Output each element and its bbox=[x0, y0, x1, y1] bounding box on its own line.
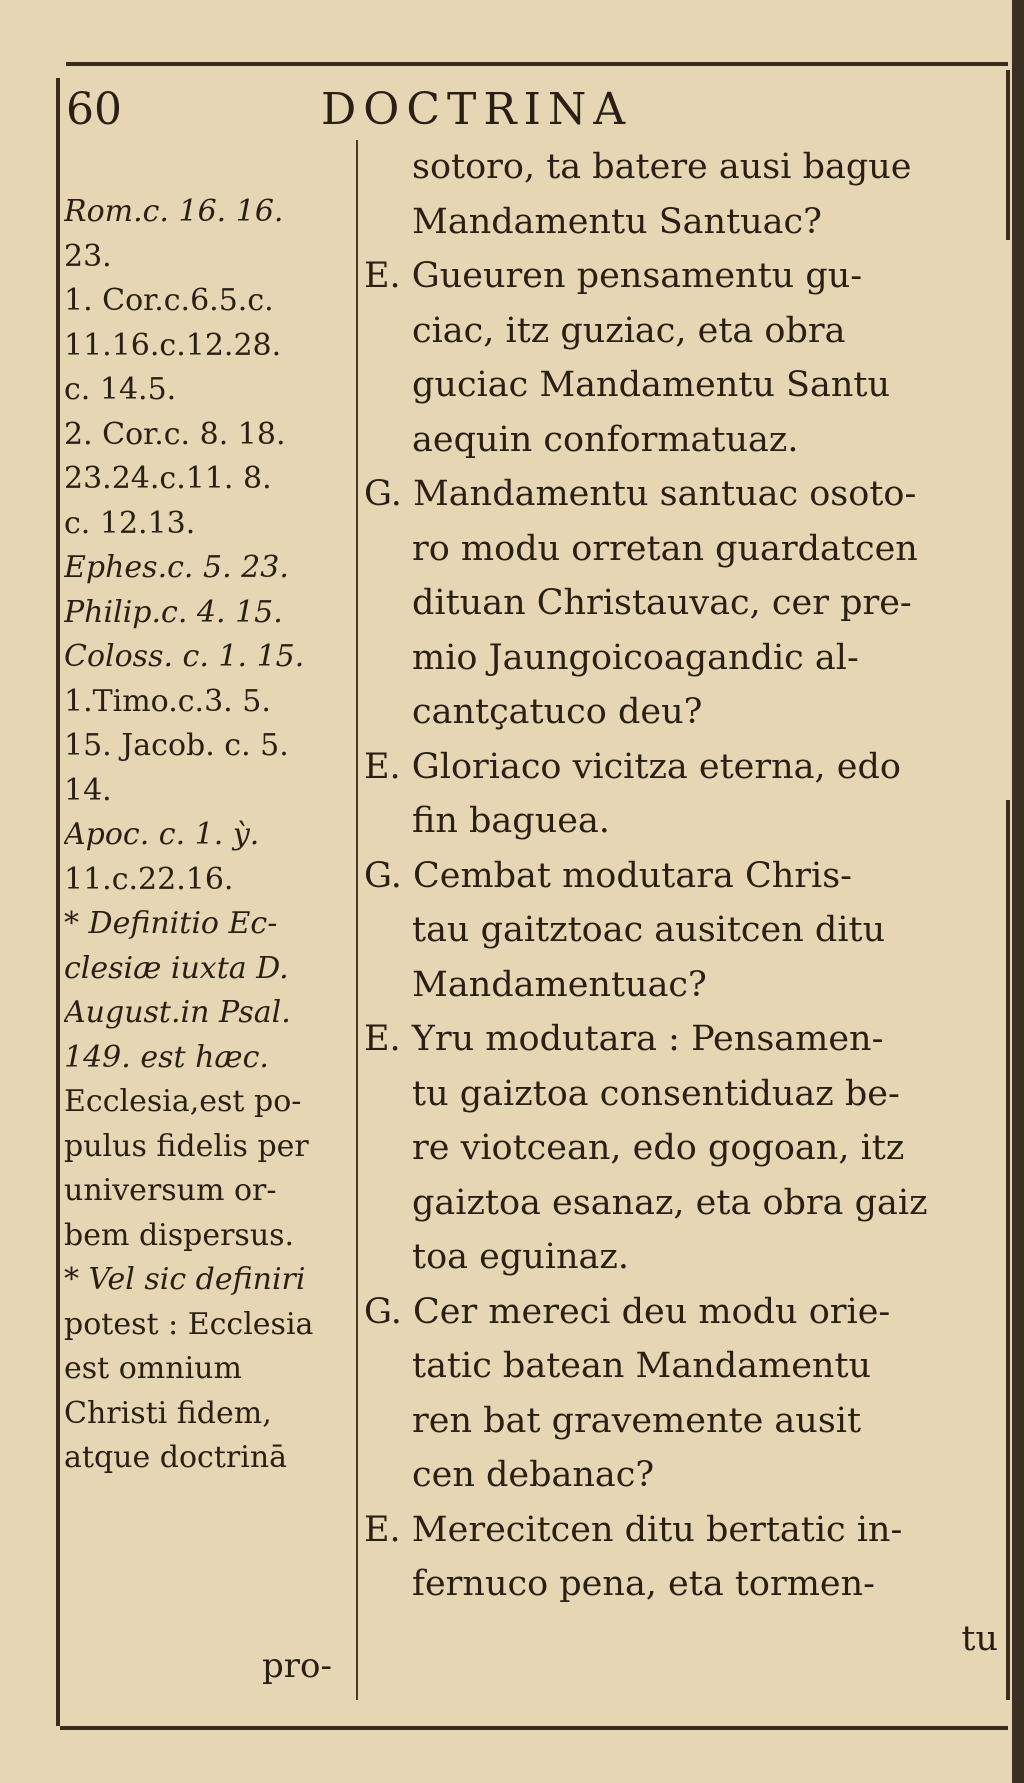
text-line: G. Cer mereci deu modu orie- bbox=[364, 1291, 891, 1332]
margin-note-line: 11.c.22.16. bbox=[64, 861, 234, 897]
text-line: gaiztoa esanaz, eta obra gaiz bbox=[412, 1182, 928, 1223]
margin-note-line: * Vel sic definiri bbox=[64, 1262, 306, 1297]
margin-note-line: 1.Timo.c.3. 5. bbox=[64, 683, 271, 719]
margin-note-line: Rom.c. 16. 16. bbox=[64, 194, 284, 229]
text-line: fernuco pena, eta tormen- bbox=[412, 1564, 875, 1604]
text-line: G. Mandamentu santuac osoto- bbox=[364, 474, 917, 514]
top-rule bbox=[66, 62, 1008, 66]
running-title: DOCTRINA bbox=[321, 84, 633, 135]
page-header bbox=[66, 84, 1006, 144]
margin-note-line: 23.24.c.11. 8. bbox=[64, 461, 272, 496]
margin-notes bbox=[64, 190, 356, 1481]
margin-note-line: Christi fidem, bbox=[64, 1395, 272, 1431]
left-border bbox=[56, 78, 60, 1726]
margin-note-line: pulus fidelis per bbox=[64, 1128, 309, 1164]
margin-note-line: 23. bbox=[64, 238, 112, 274]
margin-note-line: 14. bbox=[64, 772, 112, 808]
text-line: guciac Mandamentu Santu bbox=[412, 365, 891, 405]
margin-note-line: Ecclesia,est po- bbox=[64, 1084, 302, 1119]
margin-note-line: 1. Cor.c.6.5.c. bbox=[64, 283, 274, 318]
text-line: tu gaiztoa consentiduaz be- bbox=[412, 1073, 900, 1114]
main-text-column bbox=[364, 140, 1004, 1666]
margin-note-line: 149. est hæc. bbox=[64, 1039, 269, 1075]
margin-note-line: est omnium bbox=[64, 1351, 242, 1386]
text-line: ro modu orretan guardatcen bbox=[412, 528, 918, 569]
margin-note-line: clesiæ iuxta D. bbox=[64, 950, 289, 986]
text-line: mio Jaungoicoagandic al- bbox=[412, 637, 859, 678]
text-line: G. Cembat modutara Chris- bbox=[364, 855, 853, 896]
margin-note-line: c. 14.5. bbox=[64, 372, 177, 407]
margin-note-line: bem dispersus. bbox=[64, 1217, 295, 1253]
text-line: ciac, itz guziac, eta obra bbox=[412, 310, 846, 351]
text-line: fin baguea. bbox=[412, 801, 610, 841]
bottom-rule bbox=[60, 1726, 1008, 1730]
text-line: tau gaitztoac ausitcen ditu bbox=[412, 910, 886, 950]
margin-note-line: Ephes.c. 5. 23. bbox=[64, 550, 289, 585]
margin-note-line: * Definitio Ec- bbox=[64, 906, 278, 941]
margin-note-line: potest : Ecclesia bbox=[64, 1306, 314, 1342]
catchword-main: tu bbox=[961, 1618, 998, 1659]
margin-note-line: 15. Jacob. c. 5. bbox=[64, 728, 289, 763]
text-line: toa eguinaz. bbox=[412, 1237, 629, 1277]
right-border-upper bbox=[1006, 70, 1010, 240]
margin-note-line: Apoc. c. 1. ỳ. bbox=[64, 817, 260, 852]
text-line: cen debanac? bbox=[412, 1455, 655, 1495]
text-line: Mandamentu Santuac? bbox=[412, 201, 822, 242]
text-line: E. Gueuren pensamentu gu- bbox=[364, 256, 863, 296]
column-divider bbox=[356, 140, 358, 1700]
margin-note-line: universum or- bbox=[64, 1173, 277, 1208]
text-line: dituan Christauvac, cer pre- bbox=[412, 583, 912, 623]
text-line: E. Gloriaco vicitza eterna, edo bbox=[364, 746, 901, 787]
text-line: E. Merecitcen ditu bertatic in- bbox=[364, 1509, 903, 1550]
text-line: E. Yru modutara : Pensamen- bbox=[364, 1019, 884, 1059]
text-line: sotoro, ta batere ausi bague bbox=[412, 147, 912, 187]
margin-note-line: c. 12.13. bbox=[64, 505, 196, 541]
margin-note-line: 11.16.c.12.28. bbox=[64, 327, 282, 363]
text-line: ren bat gravemente ausit bbox=[412, 1400, 862, 1441]
page-number: 60 bbox=[66, 84, 122, 135]
catchword-margin: pro- bbox=[262, 1646, 332, 1686]
text-line: cantçatuco deu? bbox=[412, 692, 703, 732]
margin-note-line: atque doctrinā bbox=[64, 1440, 288, 1475]
margin-note-line: Philip.c. 4. 15. bbox=[64, 594, 283, 630]
text-line: Mandamentuac? bbox=[412, 964, 707, 1005]
margin-note-line: 2. Cor.c. 8. 18. bbox=[64, 416, 286, 452]
text-line: aequin conformatuaz. bbox=[412, 419, 799, 460]
page-edge-shadow bbox=[1012, 0, 1024, 1783]
margin-note-line: Coloss. c. 1. 15. bbox=[64, 639, 305, 674]
text-line: tatic batean Mandamentu bbox=[412, 1346, 872, 1386]
margin-note-line: August.in Psal. bbox=[64, 995, 291, 1030]
right-border-lower bbox=[1006, 800, 1010, 1700]
text-line: re viotcean, edo gogoan, itz bbox=[412, 1128, 905, 1168]
